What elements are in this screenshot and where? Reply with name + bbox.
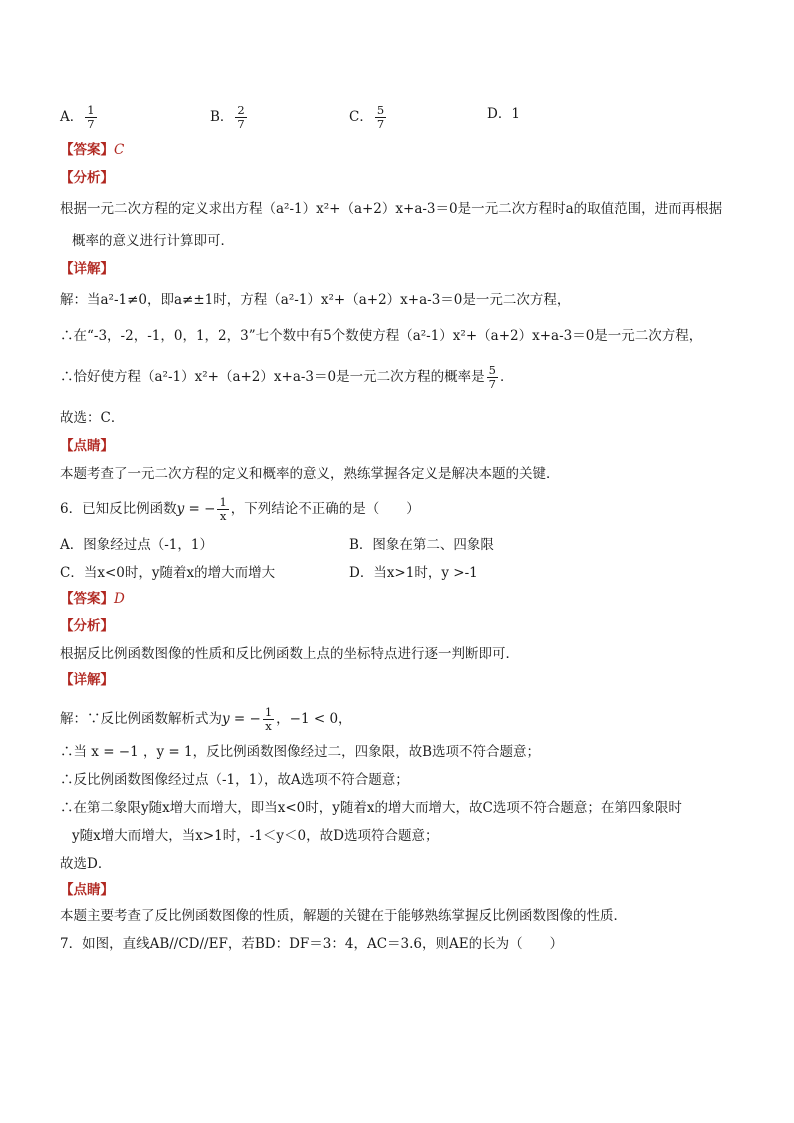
option-d-label: D． (487, 106, 512, 122)
q6-option-b: B．图象在第二、四象限 (349, 537, 494, 553)
q6-comment: 本题主要考查了反比例函数图像的性质，解题的关键在于能够熟练掌握反比例函数图像的性质． (60, 908, 627, 924)
option-a-fraction: $\frac{1}{7}$ (87, 103, 95, 131)
option-d-value: 1 (511, 106, 520, 122)
option-a (60, 104, 99, 131)
q6-comment-tag: 【点睛】 (60, 882, 114, 898)
q6-detail-line2: ∴当 x = −1 ，y = 1，反比例函数图像经过二，四象限，故B选项不符合题意； (60, 744, 541, 760)
q6-detail-line3: ∴反比例函数图像经过点（-1，1），故A选项不符合题意； (60, 772, 409, 788)
q6-stem: 6．已知反比例函数y = − $\frac{1}{x}$ ，下列结论不正确的是（ ） (60, 495, 420, 523)
option-c-fraction: $\frac{5}{7}$ (376, 103, 385, 131)
option-a-label: A． (60, 109, 84, 125)
option-c-label: C． (349, 109, 373, 125)
q6-option-c: C．当x<0时，y随着x的增大而增大 (60, 565, 276, 581)
q5-detail-line2: ∴在“-3，-2，-1，0，1，2，3”七个数中有5个数使方程（a²-1）x²+（a+2）x+a-3＝0是一元二次方程， (60, 328, 703, 344)
q5-analysis-line1: 根据一元二次方程的定义求出方程（a²-1）x²+（a+2）x+a-3＝0是一元二次方程时a的取值范围，进而再根据 (60, 201, 723, 217)
q6-detail-line4: ∴在第二象限y随x增大而增大，即当x<0时，y随着x的增大而增大，故C选项不符合题意；在第四象限时 (60, 800, 682, 816)
q6-analysis-tag: 【分析】 (60, 618, 114, 634)
q6-option-d: D．当x>1时，y >-1 (349, 565, 478, 581)
q6-answer: 【答案】D (60, 591, 125, 607)
q6-detail-fraction: $\frac{1}{x}$ (264, 705, 273, 733)
q6-option-a: A．图象经过点（-1，1） (60, 537, 213, 553)
q5-conclusion: 故选：C． (60, 410, 125, 426)
q5-analysis-line2: 概率的意义进行计算即可． (72, 233, 234, 249)
q5-comment-tag: 【点睛】 (60, 438, 114, 454)
probability-fraction: $\frac{5}{7}$ (488, 363, 496, 391)
option-d (487, 104, 520, 124)
q7-stem: 7．如图，直线AB//CD//EF，若BD：DF＝3：4，AC＝3.6，则AE的长为（ ） (60, 936, 564, 952)
q5-comment: 本题考查了一元二次方程的定义和概率的意义，熟练掌握各定义是解决本题的关键． (60, 466, 560, 482)
q6-conclusion: 故选D． (60, 856, 112, 872)
option-b (210, 104, 249, 131)
q5-detail-line3: ∴恰好使方程（a²-1）x²+（a+2）x+a-3＝0是一元二次方程的概率是 $\frac{5}{7}$ ． (60, 363, 514, 391)
q5-detail-line1: 解：当a²-1≠0，即a≠±1时，方程（a²-1）x²+（a+2）x+a-3＝0是一元二次方程， (60, 292, 571, 308)
q5-answer: 【答案】C (60, 142, 125, 158)
option-b-fraction: $\frac{2}{7}$ (237, 103, 245, 131)
q6-stem-fraction: $\frac{1}{x}$ (219, 495, 227, 523)
q6-detail-line5: y随x增大而增大，当x>1时，-1＜y＜0，故D选项符合题意； (72, 828, 439, 844)
option-b-label: B． (210, 109, 234, 125)
q6-detail-line1: 解：∵反比例函数解析式为y = − $\frac{1}{x}$ ，−1 < 0， (60, 705, 352, 733)
q5-analysis-tag: 【分析】 (60, 170, 114, 186)
q5-detail-tag: 【详解】 (60, 261, 114, 277)
q6-analysis: 根据反比例函数图像的性质和反比例函数上点的坐标特点进行逐一判断即可． (60, 646, 519, 662)
option-c (349, 104, 388, 131)
q6-detail-tag: 【详解】 (60, 672, 114, 688)
